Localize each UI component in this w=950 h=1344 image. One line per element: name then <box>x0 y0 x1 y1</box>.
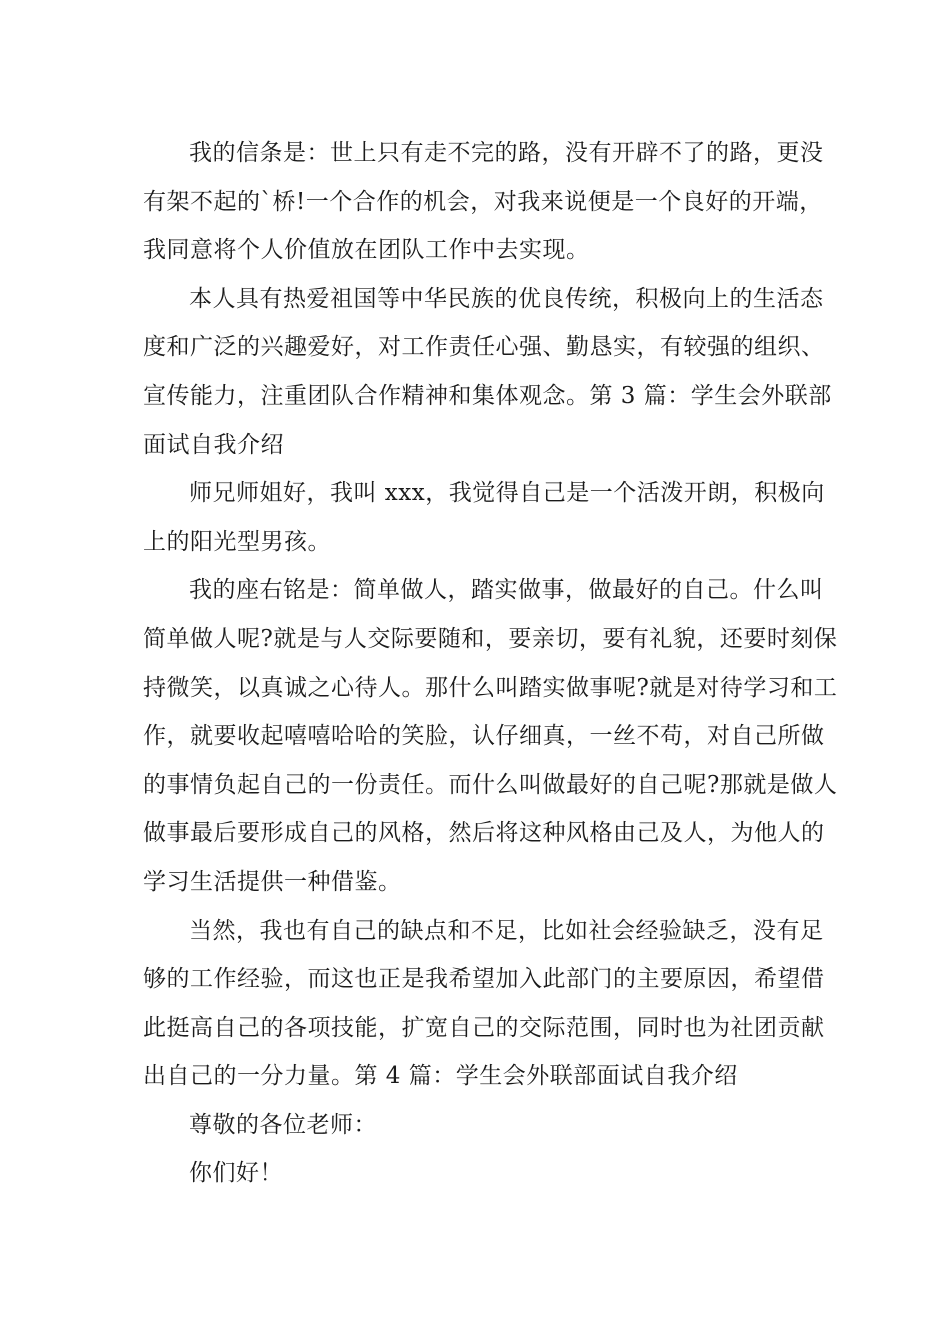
text-line: 本人具有热爱祖国等中华民族的优良传统，积极向上的生活态 <box>189 285 824 312</box>
text-line: 出自己的一分力量。第 4 篇：学生会外联部面试自我介绍 <box>143 1063 738 1090</box>
text-line: 持微笑，以真诚之心待人。那什么叫踏实做事呢?就是对待学习和工 <box>143 674 838 701</box>
paragraph-motto-belief <box>143 129 824 275</box>
text-line: 面试自我介绍 <box>143 431 284 458</box>
text-line: 师兄师姐好，我叫 xxx，我觉得自己是一个活泼开朗，积极向 <box>189 480 825 507</box>
text-line: 做事最后要形成自己的风格，然后将这种风格由己及人，为他人的 <box>143 820 825 847</box>
text-line: 你们好！ <box>189 1160 283 1187</box>
text-line: 尊敬的各位老师： <box>189 1111 377 1138</box>
text-line: 我同意将个人价值放在团队工作中去实现。 <box>143 237 590 264</box>
paragraph-motto <box>143 566 838 906</box>
paragraph-hello <box>143 1149 807 1198</box>
text-line: 够的工作经验，而这也正是我希望加入此部门的主要原因，希望借 <box>143 966 825 993</box>
text-line: 作，就要收起嘻嘻哈哈的笑脸，认仔细真，一丝不苟，对自己所做 <box>143 723 825 750</box>
text-line: 有架不起的`桥!一个合作的机会，对我来说便是一个良好的开端， <box>143 188 823 215</box>
document-body <box>143 129 838 1198</box>
text-line: 当然，我也有自己的缺点和不足，比如社会经验缺乏，没有足 <box>189 917 824 944</box>
text-line: 简单做人呢?就是与人交际要随和，要亲切，要有礼貌，还要时刻保 <box>143 625 838 652</box>
text-line: 学习生活提供一种借鉴。 <box>143 868 402 895</box>
text-line: 的事情负起自己的一份责任。而什么叫做最好的自己呢?那就是做人 <box>143 771 838 798</box>
text-line: 宣传能力，注重团队合作精神和集体观念。第 3 篇：学生会外联部 <box>143 382 832 409</box>
paragraph-greeting-seniors <box>143 469 825 566</box>
text-line: 上的阳光型男孩。 <box>143 528 331 555</box>
text-line: 度和广泛的兴趣爱好，对工作责任心强、勤恳实，有较强的组织、 <box>143 334 825 361</box>
text-line: 此挺高自己的各项技能，扩宽自己的交际范围，同时也为社团贡献 <box>143 1014 825 1041</box>
paragraph-personal-qualities <box>143 275 832 469</box>
text-line: 我的座右铭是：简单做人，踏实做事，做最好的自己。什么叫 <box>189 577 824 604</box>
paragraph-weaknesses <box>143 907 825 1101</box>
text-line: 我的信条是：世上只有走不完的路，没有开辟不了的路，更没 <box>189 140 824 166</box>
paragraph-salutation <box>143 1101 807 1150</box>
